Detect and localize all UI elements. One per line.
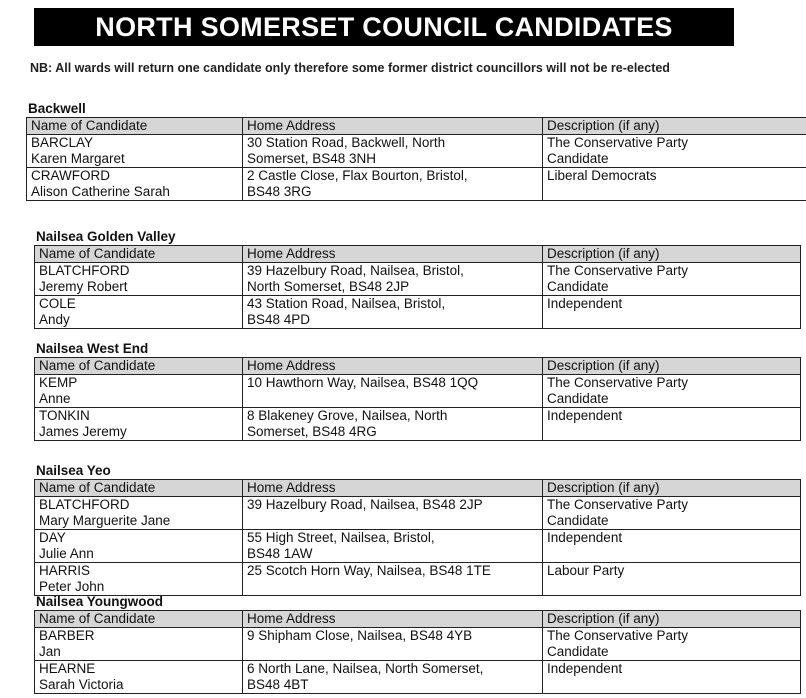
description-line: The Conservative Party xyxy=(547,375,689,390)
table-row xyxy=(35,408,801,441)
address-line xyxy=(247,644,538,660)
column-header-name: Name of Candidate xyxy=(27,118,243,135)
column-header-name: Name of Candidate xyxy=(35,611,243,628)
description-line: Independent xyxy=(547,530,623,545)
table-row xyxy=(27,135,806,168)
candidate-address-cell xyxy=(243,168,543,201)
address-line: 2 Castle Close, Flax Bourton, Bristol, xyxy=(247,168,468,183)
candidate-description-cell xyxy=(543,628,801,661)
address-line: 55 High Street, Nailsea, Bristol, xyxy=(247,530,435,545)
ward-section xyxy=(34,228,801,329)
description-line: Candidate xyxy=(547,391,609,406)
description-line: The Conservative Party xyxy=(547,497,689,512)
description-line xyxy=(547,424,796,440)
description-line xyxy=(547,677,796,693)
candidate-address-cell xyxy=(243,375,543,408)
candidate-name-cell xyxy=(35,296,243,329)
table-header-row xyxy=(35,480,801,497)
ward-title: Nailsea West End xyxy=(36,341,149,356)
table-header-row xyxy=(35,358,801,375)
table-row xyxy=(27,168,806,201)
column-header-address: Home Address xyxy=(243,611,543,628)
candidate-name-cell xyxy=(35,375,243,408)
candidate-address-cell xyxy=(243,661,543,694)
candidate-forenames: Julie Ann xyxy=(39,546,94,561)
description-line xyxy=(547,184,806,200)
address-line: 25 Scotch Horn Way, Nailsea, BS48 1TE xyxy=(247,563,491,578)
candidate-forenames: Karen Margaret xyxy=(31,151,125,166)
candidate-description-cell xyxy=(543,530,801,563)
candidate-surname: HEARNE xyxy=(39,661,96,676)
candidate-surname: CRAWFORD xyxy=(31,168,110,183)
address-line: Somerset, BS48 3NH xyxy=(247,151,377,166)
candidate-table xyxy=(34,245,801,329)
candidate-address-cell xyxy=(243,530,543,563)
column-header-description: Description (if any) xyxy=(543,246,801,263)
candidate-surname: TONKIN xyxy=(39,408,90,423)
description-line: Independent xyxy=(547,661,623,676)
table-header-row xyxy=(35,611,801,628)
candidate-surname: BLATCHFORD xyxy=(39,497,130,512)
address-line: Somerset, BS48 4RG xyxy=(247,424,377,439)
candidate-forenames: James Jeremy xyxy=(39,424,127,439)
candidate-description-cell xyxy=(543,563,801,596)
candidate-name-cell xyxy=(35,628,243,661)
description-line xyxy=(547,312,796,328)
candidate-description-cell xyxy=(543,375,801,408)
candidate-surname: DAY xyxy=(39,530,66,545)
column-header-address: Home Address xyxy=(243,480,543,497)
description-line: Candidate xyxy=(547,644,609,659)
column-header-name: Name of Candidate xyxy=(35,358,243,375)
candidate-forenames: Peter John xyxy=(39,579,105,594)
table-row xyxy=(35,497,801,530)
candidate-table xyxy=(34,479,801,596)
candidate-description-cell xyxy=(543,168,806,201)
address-line: North Somerset, BS48 2JP xyxy=(247,279,410,294)
table-row xyxy=(35,263,801,296)
candidate-surname: HARRIS xyxy=(39,563,91,578)
candidate-description-cell xyxy=(543,296,801,329)
candidate-forenames: Alison Catherine Sarah xyxy=(31,184,170,199)
candidate-address-cell xyxy=(243,263,543,296)
candidate-name-cell xyxy=(35,530,243,563)
candidate-description-cell xyxy=(543,263,801,296)
address-line xyxy=(247,513,538,529)
description-line: The Conservative Party xyxy=(547,628,689,643)
ward-section xyxy=(26,100,806,201)
ward-title: Nailsea Yeo xyxy=(36,463,111,478)
column-header-name: Name of Candidate xyxy=(35,246,243,263)
description-line: The Conservative Party xyxy=(547,135,689,150)
candidate-table xyxy=(26,117,806,201)
candidate-address-cell xyxy=(243,563,543,596)
table-row xyxy=(35,661,801,694)
candidate-table xyxy=(34,610,801,694)
candidate-name-cell xyxy=(35,408,243,441)
address-line: 8 Blakeney Grove, Nailsea, North xyxy=(247,408,448,423)
description-line: The Conservative Party xyxy=(547,263,689,278)
candidate-surname: BARCLAY xyxy=(31,135,94,150)
address-line: BS48 3RG xyxy=(247,184,312,199)
address-line: BS48 1AW xyxy=(247,546,313,561)
description-line: Candidate xyxy=(547,279,609,294)
candidate-address-cell xyxy=(243,135,543,168)
column-header-description: Description (if any) xyxy=(543,118,806,135)
candidate-forenames: Andy xyxy=(39,312,70,327)
ward-section xyxy=(34,340,801,441)
candidate-forenames: Jan xyxy=(39,644,61,659)
ward-section xyxy=(34,462,801,596)
column-header-address: Home Address xyxy=(243,118,543,135)
ward-title: Backwell xyxy=(28,101,86,116)
description-line: Labour Party xyxy=(547,563,625,578)
address-line: 39 Hazelbury Road, Nailsea, BS48 2JP xyxy=(247,497,483,512)
candidate-name-cell xyxy=(27,135,243,168)
description-line: Independent xyxy=(547,408,623,423)
candidate-address-cell xyxy=(243,408,543,441)
candidate-address-cell xyxy=(243,296,543,329)
table-row xyxy=(35,563,801,596)
column-header-description: Description (if any) xyxy=(543,611,801,628)
table-header-row xyxy=(35,246,801,263)
address-line: BS48 4PD xyxy=(247,312,311,327)
candidate-name-cell xyxy=(35,263,243,296)
address-line: 6 North Lane, Nailsea, North Somerset, xyxy=(247,661,484,676)
ward-title: Nailsea Golden Valley xyxy=(36,229,176,244)
description-line xyxy=(547,546,796,562)
candidate-surname: KEMP xyxy=(39,375,78,390)
candidate-description-cell xyxy=(543,497,801,530)
column-header-description: Description (if any) xyxy=(543,358,801,375)
candidate-address-cell xyxy=(243,628,543,661)
table-row xyxy=(35,628,801,661)
column-header-address: Home Address xyxy=(243,358,543,375)
candidate-address-cell xyxy=(243,497,543,530)
candidate-surname: COLE xyxy=(39,296,76,311)
candidate-description-cell xyxy=(543,135,806,168)
description-line: Candidate xyxy=(547,151,609,166)
address-line: 39 Hazelbury Road, Nailsea, Bristol, xyxy=(247,263,464,278)
address-line: 9 Shipham Close, Nailsea, BS48 4YB xyxy=(247,628,473,643)
table-row xyxy=(35,530,801,563)
ward-section xyxy=(34,593,801,694)
address-line: 30 Station Road, Backwell, North xyxy=(247,135,446,150)
candidate-name-cell xyxy=(35,563,243,596)
column-header-address: Home Address xyxy=(243,246,543,263)
page-title: NORTH SOMERSET COUNCIL CANDIDATES xyxy=(34,8,734,46)
address-line xyxy=(247,391,538,407)
candidate-forenames: Sarah Victoria xyxy=(39,677,124,692)
candidate-description-cell xyxy=(543,408,801,441)
candidate-description-cell xyxy=(543,661,801,694)
column-header-description: Description (if any) xyxy=(543,480,801,497)
candidate-name-cell xyxy=(35,497,243,530)
description-line: Independent xyxy=(547,296,623,311)
candidate-name-cell xyxy=(27,168,243,201)
candidate-table xyxy=(34,357,801,441)
address-line: 10 Hawthorn Way, Nailsea, BS48 1QQ xyxy=(247,375,479,390)
candidate-surname: BARBER xyxy=(39,628,95,643)
table-row xyxy=(35,375,801,408)
candidate-name-cell xyxy=(35,661,243,694)
address-line: BS48 4BT xyxy=(247,677,309,692)
description-line: Candidate xyxy=(547,513,609,528)
note-text: NB: All wards will return one candidate only therefore some former district councillors will not be re-elected xyxy=(30,61,670,75)
address-line: 43 Station Road, Nailsea, Bristol, xyxy=(247,296,446,311)
table-header-row xyxy=(27,118,806,135)
description-line: Liberal Democrats xyxy=(547,168,657,183)
candidate-forenames: Anne xyxy=(39,391,71,406)
ward-title: Nailsea Youngwood xyxy=(36,594,164,609)
column-header-name: Name of Candidate xyxy=(35,480,243,497)
candidate-forenames: Jeremy Robert xyxy=(39,279,128,294)
candidate-forenames: Mary Marguerite Jane xyxy=(39,513,171,528)
candidate-surname: BLATCHFORD xyxy=(39,263,130,278)
table-row xyxy=(35,296,801,329)
